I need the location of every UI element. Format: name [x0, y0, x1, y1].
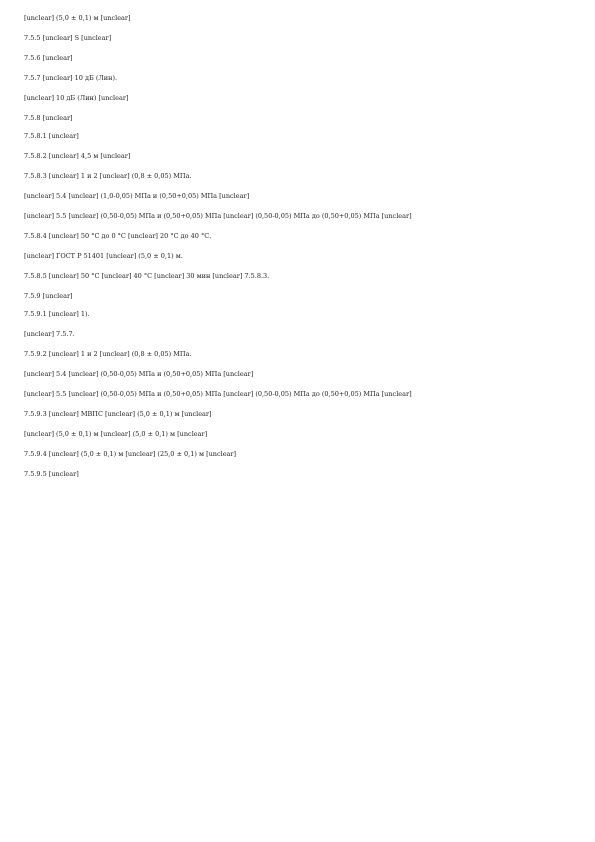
paragraph: 7.5.8.1 [unclear]: [24, 132, 79, 140]
paragraph: [unclear] ГОСТ Р 51401 [unclear] (5,0 ± 0,1) м.: [24, 252, 183, 260]
document-body: [24, 14, 575, 479]
paragraph: [unclear] (5,0 ± 0,1) м [unclear] (5,0 ± 0,1) м [unclear]: [24, 430, 208, 438]
paragraph: [unclear] 10 дБ (Лин) [unclear]: [24, 94, 129, 102]
paragraph: [unclear] 7.5.7.: [24, 330, 75, 338]
paragraph: 7.5.8.2 [unclear] 4,5 м [unclear]: [24, 152, 131, 160]
paragraph: 7.5.8.5 [unclear] 50 °С [unclear] 40 °С [unclear] 30 мин [unclear] 7.5.8.3.: [24, 272, 270, 280]
section-heading: 7.5.8 [unclear]: [24, 114, 73, 122]
paragraph: [unclear] 5.4 [unclear] (0,50-0,05) МПа и (0,50+0,05) МПа [unclear]: [24, 370, 254, 378]
paragraph: 7.5.9.5 [unclear]: [24, 470, 79, 478]
paragraph: 7.5.8.4 [unclear] 50 °С до 0 °С [unclear] 20 °С до 40 °С.: [24, 232, 212, 240]
paragraph: [unclear] 5.4 [unclear] (1,0-0,05) МПа и (0,50+0,05) МПа [unclear]: [24, 192, 250, 200]
paragraph: 7.5.9.4 [unclear] (5,0 ± 0,1) м [unclear] (25,0 ± 0,1) м [unclear]: [24, 450, 237, 458]
paragraph: 7.5.6 [unclear]: [24, 54, 73, 62]
paragraph: 7.5.5 [unclear] S [unclear]: [24, 34, 112, 42]
paragraph: 7.5.9.1 [unclear] 1).: [24, 310, 90, 318]
paragraph: [unclear] (5,0 ± 0,1) м [unclear]: [24, 14, 131, 22]
paragraph: 7.5.9.2 [unclear] 1 и 2 [unclear] (0,8 ± 0,05) МПа.: [24, 350, 192, 358]
paragraph: [unclear] 5.5 [unclear] (0,50-0,05) МПа и (0,50+0,05) МПа [unclear] (0,50-0,05) МПа до (0,50+0,05) МПа [unclear]: [24, 212, 412, 220]
paragraph: [unclear] 5.5 [unclear] (0,50-0,05) МПа и (0,50+0,05) МПа [unclear] (0,50-0,05) МПа до (0,50+0,05) МПа [unclear]: [24, 390, 412, 398]
paragraph: 7.5.9.3 [unclear] МВПС [unclear] (5,0 ± 0,1) м [unclear]: [24, 410, 212, 418]
paragraph: 7.5.8.3 [unclear] 1 и 2 [unclear] (0,8 ± 0,05) МПа.: [24, 172, 192, 180]
section-heading: 7.5.9 [unclear]: [24, 292, 73, 300]
paragraph: 7.5.7 [unclear] 10 дБ (Лин).: [24, 74, 118, 82]
